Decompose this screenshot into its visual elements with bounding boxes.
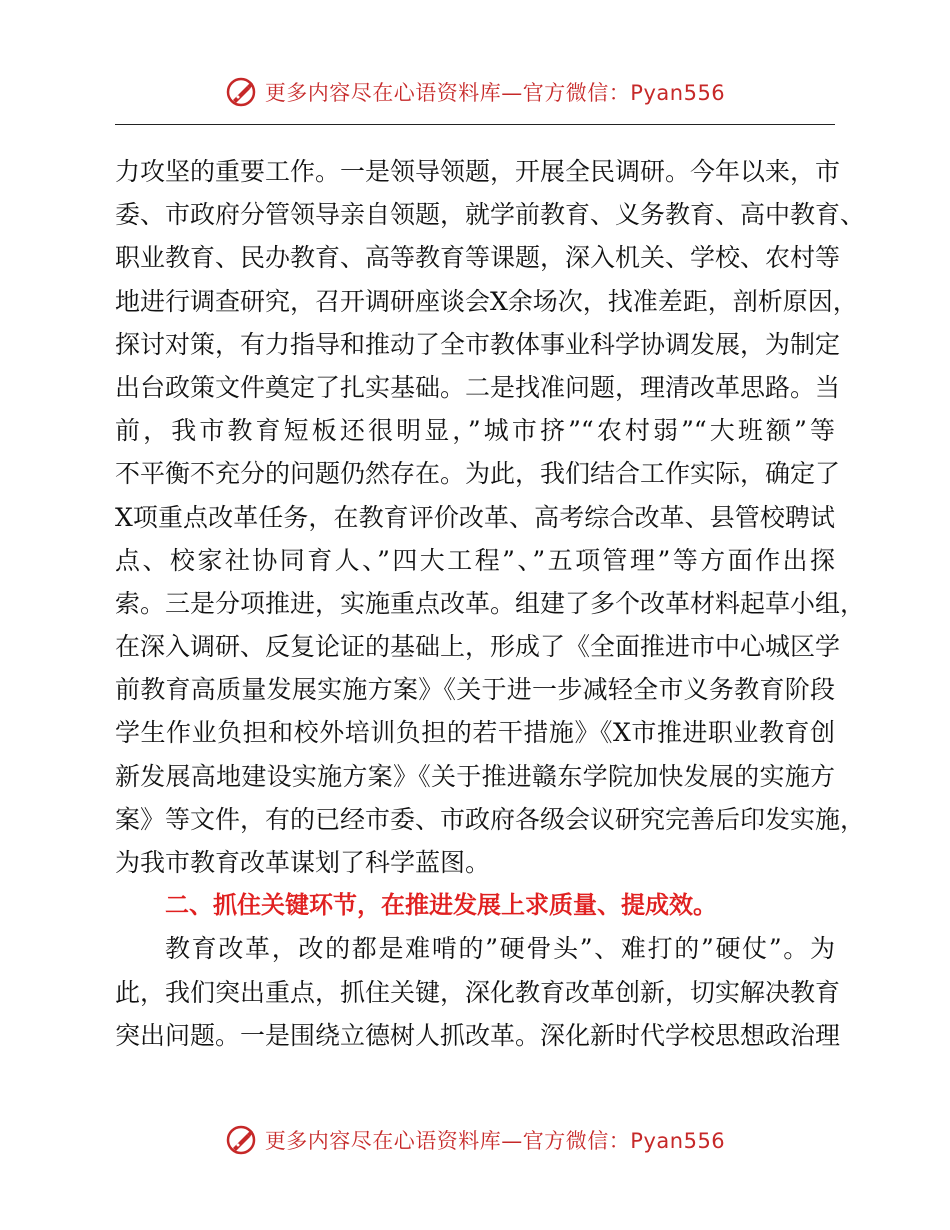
text-line: 新发展高地建设实施方案》《关于推进赣东学院加快发展的实施方 [115, 761, 835, 791]
paragraph-1 [115, 150, 866, 884]
section-heading: 二、抓住关键环节，在推进发展上求质量、提成效。 [165, 891, 717, 920]
text-line: X项重点改革任务，在教育评价改革、高考综合改革、县管校聘试 [115, 502, 835, 532]
text-line: 委、市政府分管领导亲自领题，就学前教育、义务教育、高中教育、 [115, 200, 866, 230]
text-line: 地进行调查研究，召开调研座谈会X余场次，找准差距，剖析原因， [115, 286, 858, 316]
document-body [115, 150, 866, 1057]
text-line: 不平衡不充分的问题仍然存在。为此，我们结合工作实际，确定了 [115, 459, 841, 489]
text-line: 此，我们突出重点，抓住关键，深化教育改革创新，切实解决教育 [115, 977, 841, 1007]
footer-banner [0, 1120, 950, 1160]
text-line: 教育改革，改的都是难啃的”硬骨头”、难打的”硬仗”。为 [165, 934, 835, 964]
text-line: 职业教育、民办教育、高等教育等课题，深入机关、学校、农村等 [115, 243, 841, 273]
header-banner [0, 72, 950, 112]
text-line: 索。三是分项推进，实施重点改革。组建了多个改革材料起草小组， [115, 588, 866, 618]
fountain-pen-logo-icon [225, 1124, 257, 1156]
text-line: 力攻坚的重要工作。一是领导领题，开展全民调研。今年以来，市 [115, 157, 841, 186]
text-line: 突出问题。一是围绕立德树人抓改革。深化新时代学校思想政治理 [115, 1020, 841, 1050]
text-line: 出台政策文件奠定了扎实基础。二是找准问题，理清改革思路。当 [115, 372, 841, 402]
text-line: 点、校家社协同育人、”四大工程”、”五项管理”等方面作出探 [115, 545, 835, 575]
banner-text: 更多内容尽在心语资料库—官方微信：Pyan556 [264, 81, 726, 105]
text-line: 前，我市教育短板还很明显，”城市挤”“农村弱”“大班额”等 [115, 416, 835, 446]
text-line: 在深入调研、反复论证的基础上，形成了《全面推进市中心城区学 [115, 632, 841, 662]
text-line: 前教育高质量发展实施方案》《关于进一步减轻全市义务教育阶段 [115, 675, 835, 705]
text-line: 学生作业负担和校外培训负担的若干措施》《X市推进职业教育创 [115, 718, 835, 748]
fountain-pen-logo-icon [225, 76, 257, 108]
banner-text: 更多内容尽在心语资料库—官方微信：Pyan556 [264, 1129, 726, 1153]
header-divider [115, 124, 835, 125]
text-line: 探讨对策，有力指导和推动了全市教体事业科学协调发展，为制定 [115, 329, 841, 359]
paragraph-2 [115, 927, 841, 1057]
text-line: 案》等文件，有的已经市委、市政府各级会议研究完善后印发实施， [115, 804, 866, 834]
text-line: 为我市教育改革谋划了科学蓝图。 [115, 848, 491, 877]
